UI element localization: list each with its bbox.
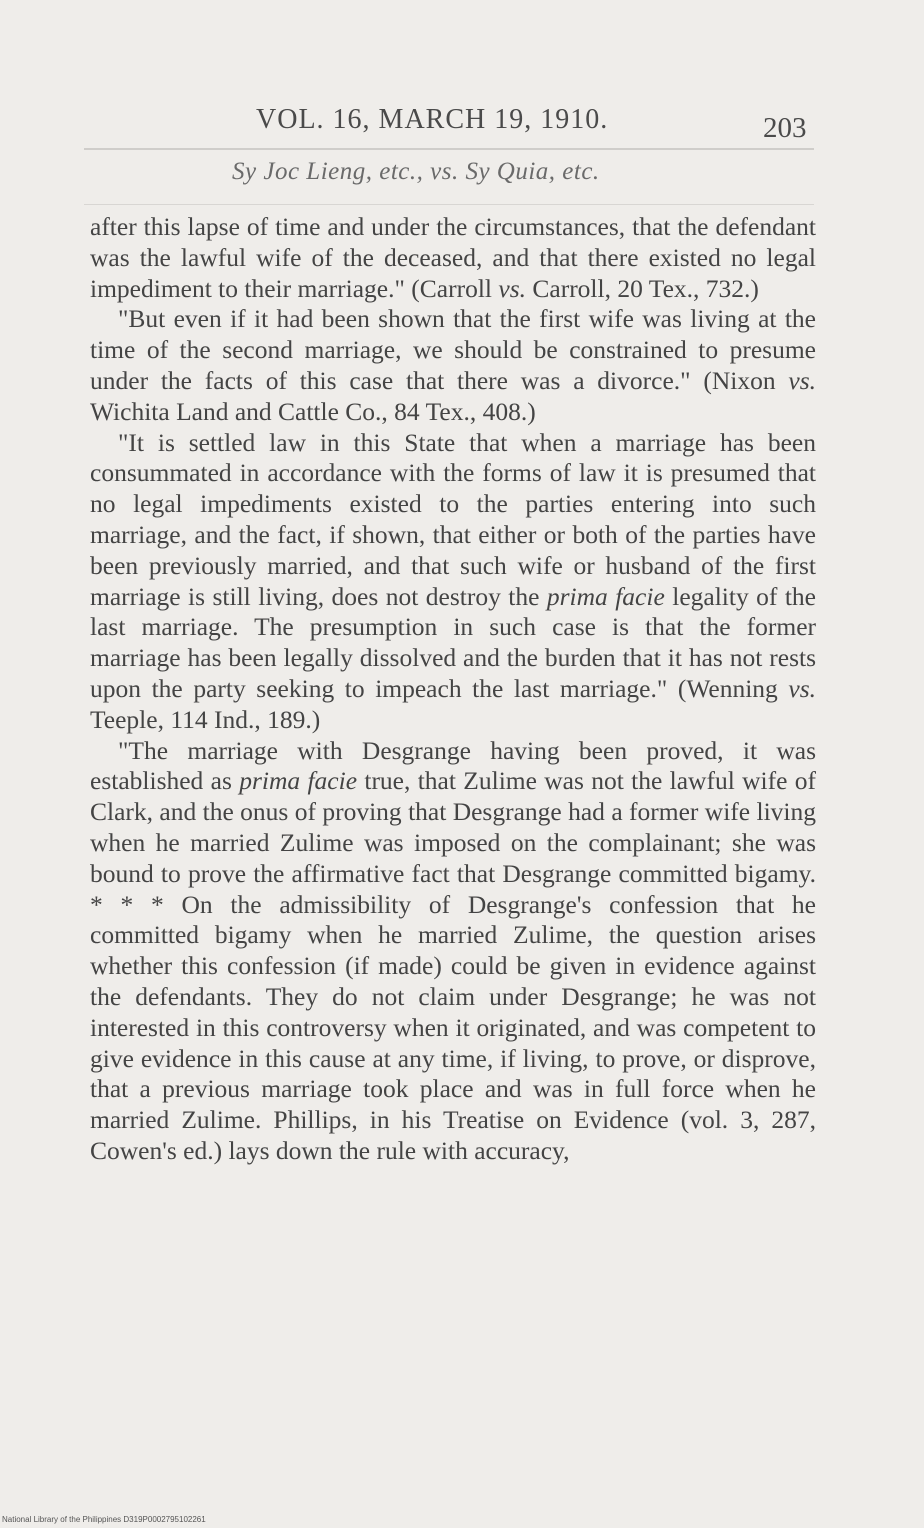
paragraph-2: "But even if it had been shown that the first wife was living at the time of the second marriage, we should be constrained to presume under the facts of this case that there was a divorce." (Nixon vs. Wichita Land and Cattle Co., 84 Tex., 408.)	[90, 304, 816, 426]
volume-header: VOL. 16, MARCH 19, 1910.	[256, 104, 609, 135]
title-divider	[84, 204, 814, 205]
page-number: 203	[763, 112, 807, 144]
paragraph-4: "The marriage with Desgrange having been proved, it was established as prima facie true, that Zulime was not the lawful wife of Clark, and the onus of proving that Desgrange had a former wife living when he married Zulime was imposed on the complainant; she was bound to prove the affirmative fact that Desgrange committed bigamy. * * * On the admissibility of Desgrange's confession that he committed bigamy when he married Zulime, the question arises whether this confession (if made) could be given in evidence against the defendants. They do not claim under Desgrange; he was not interested in this controversy when it originated, and was competent to give evidence in this cause at any time, if living, to prove, or disprove, that a previous marriage took place and was in full force when he married Zulime. Phillips, in his Treatise on Evidence (vol. 3, 287, Cowen's ed.) lays down the rule with accuracy,	[90, 735, 816, 1165]
header-divider	[84, 148, 814, 150]
running-title: Sy Joc Lieng, etc., vs. Sy Quia, etc.	[232, 158, 600, 185]
scan-footer: National Library of the Philippines D319P0002795102261	[2, 1515, 206, 1524]
paragraph-3: "It is settled law in this State that when a marriage has been consummated in accordance with the forms of law it is presumed that no legal impediments existed to the parties entering into such marriage, and the fact, if shown, that either or both of the parties have been previously married, and that such wife or husband of the first marriage is still living, does not destroy the prima facie legality of the last marriage. The presumption in such case is that the former marriage has been legally dissolved and the burden that it has not rests upon the party seeking to impeach the last marriage." (Wenning vs. Teeple, 114 Ind., 189.)	[90, 427, 816, 734]
body-text	[90, 212, 816, 1167]
paragraph-1: after this lapse of time and under the circumstances, that the defendant was the lawful wife of the deceased, and that there existed no legal impediment to their marriage." (Carroll vs. Carroll, 20 Tex., 732.)	[90, 212, 816, 303]
